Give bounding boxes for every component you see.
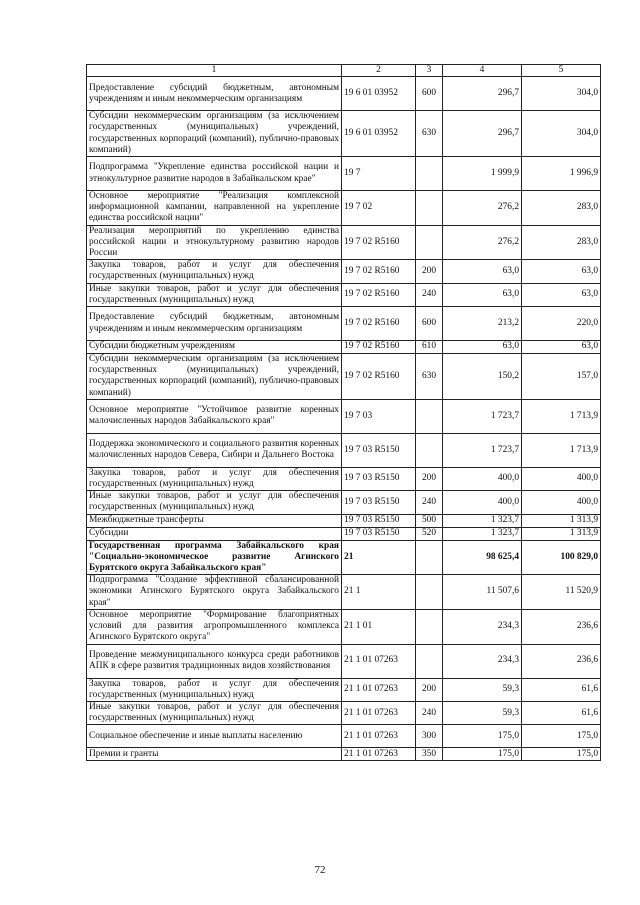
table-row	[87, 341, 601, 354]
row-name: Социальное обеспечение и иные выплаты населению	[87, 725, 342, 748]
row-name: Предоставление субсидий бюджетным, автономным учреждениям и иным некоммерческим организациям	[87, 307, 342, 341]
row-value-col5: 304,0	[522, 111, 601, 157]
row-value-col5: 236,6	[522, 644, 601, 678]
row-value-col4: 98 625,4	[443, 540, 522, 575]
row-expense-type: 610	[416, 341, 443, 354]
table-row	[87, 77, 601, 111]
table-header-row	[87, 65, 601, 77]
row-value-col4: 1 723,7	[443, 399, 522, 433]
row-value-col4: 11 507,6	[443, 575, 522, 610]
row-code: 19 7 02 R5160	[342, 283, 416, 306]
row-value-col4: 400,0	[443, 491, 522, 514]
table-row	[87, 399, 601, 433]
header-col-5: 5	[522, 65, 601, 77]
row-expense-type: 630	[416, 111, 443, 157]
row-code: 19 7 02	[342, 191, 416, 226]
row-name: Иные закупки товаров, работ и услуг для обеспечения государственных (муниципальных) нужд	[87, 701, 342, 724]
row-value-col4: 59,3	[443, 678, 522, 701]
row-expense-type: 240	[416, 491, 443, 514]
row-value-col5: 175,0	[522, 725, 601, 748]
row-expense-type: 200	[416, 260, 443, 283]
row-name: Премии и гранты	[87, 748, 342, 761]
row-code: 19 7 02 R5160	[342, 225, 416, 260]
row-value-col5: 304,0	[522, 77, 601, 111]
row-name: Закупка товаров, работ и услуг для обеспечения государственных (муниципальных) нужд	[87, 678, 342, 701]
row-value-col4: 296,7	[443, 77, 522, 111]
table-row	[87, 644, 601, 678]
row-expense-type: 240	[416, 701, 443, 724]
row-expense-type: 200	[416, 678, 443, 701]
row-expense-type: 240	[416, 283, 443, 306]
row-name: Предоставление субсидий бюджетным, автономным учреждениям и иным некоммерческим организациям	[87, 77, 342, 111]
row-value-col5: 61,6	[522, 701, 601, 724]
row-value-col5: 63,0	[522, 283, 601, 306]
row-value-col5: 157,0	[522, 354, 601, 400]
row-value-col5: 63,0	[522, 341, 601, 354]
row-code: 19 7 03 R5150	[342, 527, 416, 540]
row-name: Подпрограмма "Создание эффективной сбалансированной экономики Агинского Бурятского округа Забайкальского края"	[87, 575, 342, 610]
row-value-col5: 1 996,9	[522, 157, 601, 191]
row-name: Основное мероприятие "Устойчивое развитие коренных малочисленных народов Забайкальского края"	[87, 399, 342, 433]
row-value-col5: 175,0	[522, 748, 601, 761]
table-row	[87, 307, 601, 341]
row-name: Иные закупки товаров, работ и услуг для обеспечения государственных (муниципальных) нужд	[87, 491, 342, 514]
row-code: 19 7 02 R5160	[342, 260, 416, 283]
row-name: Субсидии некоммерческим организациям (за исключением государственных (муниципальных) учреждений, государственных корпораций (компаний), публично-правовых компаний)	[87, 354, 342, 400]
row-code: 21 1 01 07263	[342, 748, 416, 761]
row-name: Закупка товаров, работ и услуг для обеспечения государственных (муниципальных) нужд	[87, 260, 342, 283]
row-value-col4: 276,2	[443, 225, 522, 260]
row-name: Субсидии	[87, 527, 342, 540]
row-value-col5: 63,0	[522, 260, 601, 283]
row-name: Иные закупки товаров, работ и услуг для обеспечения государственных (муниципальных) нужд	[87, 283, 342, 306]
row-value-col4: 1 723,7	[443, 433, 522, 467]
table-row	[87, 491, 601, 514]
row-name: Поддержка экономического и социального развития коренных малочисленных народов Севера, Сибири и Дальнего Востока	[87, 433, 342, 467]
row-value-col4: 1 323,7	[443, 527, 522, 540]
row-value-col4: 63,0	[443, 341, 522, 354]
row-value-col5: 220,0	[522, 307, 601, 341]
header-col-4: 4	[443, 65, 522, 77]
table-row	[87, 354, 601, 400]
row-name: Государственная программа Забайкальского края "Социально-экономическое развитие Агинского Бурятского округа Забайкальского края"	[87, 540, 342, 575]
row-value-col5: 1 713,9	[522, 399, 601, 433]
row-value-col4: 150,2	[443, 354, 522, 400]
table-row	[87, 111, 601, 157]
row-name: Основное мероприятие "Формирование благоприятных условий для развития агропромышленного комплекса Агинского Бурятского округа"	[87, 609, 342, 644]
row-value-col4: 276,2	[443, 191, 522, 226]
row-name: Закупка товаров, работ и услуг для обеспечения государственных (муниципальных) нужд	[87, 467, 342, 490]
table-row	[87, 678, 601, 701]
table-row	[87, 191, 601, 226]
row-value-col4: 1 999,9	[443, 157, 522, 191]
row-value-col5: 283,0	[522, 225, 601, 260]
row-value-col5: 283,0	[522, 191, 601, 226]
row-expense-type	[416, 609, 443, 644]
row-code: 19 7 02 R5160	[342, 307, 416, 341]
row-value-col5: 11 520,9	[522, 575, 601, 610]
row-code: 21 1 01 07263	[342, 725, 416, 748]
row-expense-type: 600	[416, 307, 443, 341]
row-name: Реализация мероприятий по укреплению единства российской нации и этнокультурному развитию народов России	[87, 225, 342, 260]
row-code: 19 6 01 03952	[342, 77, 416, 111]
row-value-col5: 100 829,0	[522, 540, 601, 575]
row-expense-type	[416, 644, 443, 678]
table-row	[87, 225, 601, 260]
row-expense-type	[416, 191, 443, 226]
row-value-col5: 400,0	[522, 491, 601, 514]
row-expense-type	[416, 225, 443, 260]
row-value-col4: 234,3	[443, 609, 522, 644]
row-value-col4: 63,0	[443, 283, 522, 306]
row-expense-type: 500	[416, 514, 443, 527]
row-value-col5: 400,0	[522, 467, 601, 490]
row-name: Субсидии некоммерческим организациям (за исключением государственных (муниципальных) учреждений, государственных корпораций (компаний), публично-правовых компаний)	[87, 111, 342, 157]
row-value-col4: 234,3	[443, 644, 522, 678]
row-expense-type: 600	[416, 77, 443, 111]
row-value-col5: 236,6	[522, 609, 601, 644]
row-expense-type: 630	[416, 354, 443, 400]
row-code: 21 1	[342, 575, 416, 610]
row-expense-type	[416, 157, 443, 191]
table-row	[87, 575, 601, 610]
row-value-col5: 1 313,9	[522, 527, 601, 540]
row-value-col4: 400,0	[443, 467, 522, 490]
table-row	[87, 283, 601, 306]
row-name: Основное мероприятие "Реализация комплексной информационной кампании, направленной на укрепление единства российской нации"	[87, 191, 342, 226]
row-value-col4: 296,7	[443, 111, 522, 157]
row-expense-type: 300	[416, 725, 443, 748]
row-code: 21 1 01 07263	[342, 678, 416, 701]
row-expense-type	[416, 399, 443, 433]
header-col-3: 3	[416, 65, 443, 77]
row-expense-type	[416, 540, 443, 575]
row-expense-type: 520	[416, 527, 443, 540]
row-value-col4: 213,2	[443, 307, 522, 341]
table-row	[87, 748, 601, 761]
row-value-col4: 63,0	[443, 260, 522, 283]
row-code: 19 6 01 03952	[342, 111, 416, 157]
row-code: 19 7 03 R5150	[342, 467, 416, 490]
row-code: 19 7 03 R5150	[342, 491, 416, 514]
row-code: 21 1 01 07263	[342, 701, 416, 724]
row-code: 19 7 03 R5150	[342, 514, 416, 527]
row-name: Субсидии бюджетным учреждениям	[87, 341, 342, 354]
row-value-col5: 61,6	[522, 678, 601, 701]
row-value-col5: 1 313,9	[522, 514, 601, 527]
row-code: 19 7 02 R5160	[342, 341, 416, 354]
row-code: 21 1 01 07263	[342, 644, 416, 678]
row-name: Проведение межмуниципального конкурса среди работников АПК в сфере развития традиционных видов хозяйствования	[87, 644, 342, 678]
row-code: 21	[342, 540, 416, 575]
header-col-2: 2	[342, 65, 416, 77]
table-row	[87, 467, 601, 490]
page-number: 72	[314, 864, 326, 876]
row-code: 19 7 03 R5150	[342, 433, 416, 467]
table-row	[87, 701, 601, 724]
row-value-col5: 1 713,9	[522, 433, 601, 467]
table-row	[87, 260, 601, 283]
table-row	[87, 514, 601, 527]
table-row	[87, 609, 601, 644]
row-expense-type: 200	[416, 467, 443, 490]
table-row	[87, 540, 601, 575]
row-code: 19 7 03	[342, 399, 416, 433]
row-value-col4: 175,0	[443, 725, 522, 748]
row-code: 21 1 01	[342, 609, 416, 644]
table-row	[87, 527, 601, 540]
row-code: 19 7	[342, 157, 416, 191]
row-code: 19 7 02 R5160	[342, 354, 416, 400]
header-col-1: 1	[87, 65, 342, 77]
budget-table	[86, 64, 601, 761]
row-name: Межбюджетные трансферты	[87, 514, 342, 527]
row-value-col4: 175,0	[443, 748, 522, 761]
table-row	[87, 157, 601, 191]
table-row	[87, 725, 601, 748]
row-value-col4: 59,3	[443, 701, 522, 724]
row-expense-type: 350	[416, 748, 443, 761]
row-value-col4: 1 323,7	[443, 514, 522, 527]
row-expense-type	[416, 433, 443, 467]
row-name: Подпрограмма "Укрепление единства российской нации и этнокультурное развитие народов в Забайкальском крае"	[87, 157, 342, 191]
row-expense-type	[416, 575, 443, 610]
table-row	[87, 433, 601, 467]
